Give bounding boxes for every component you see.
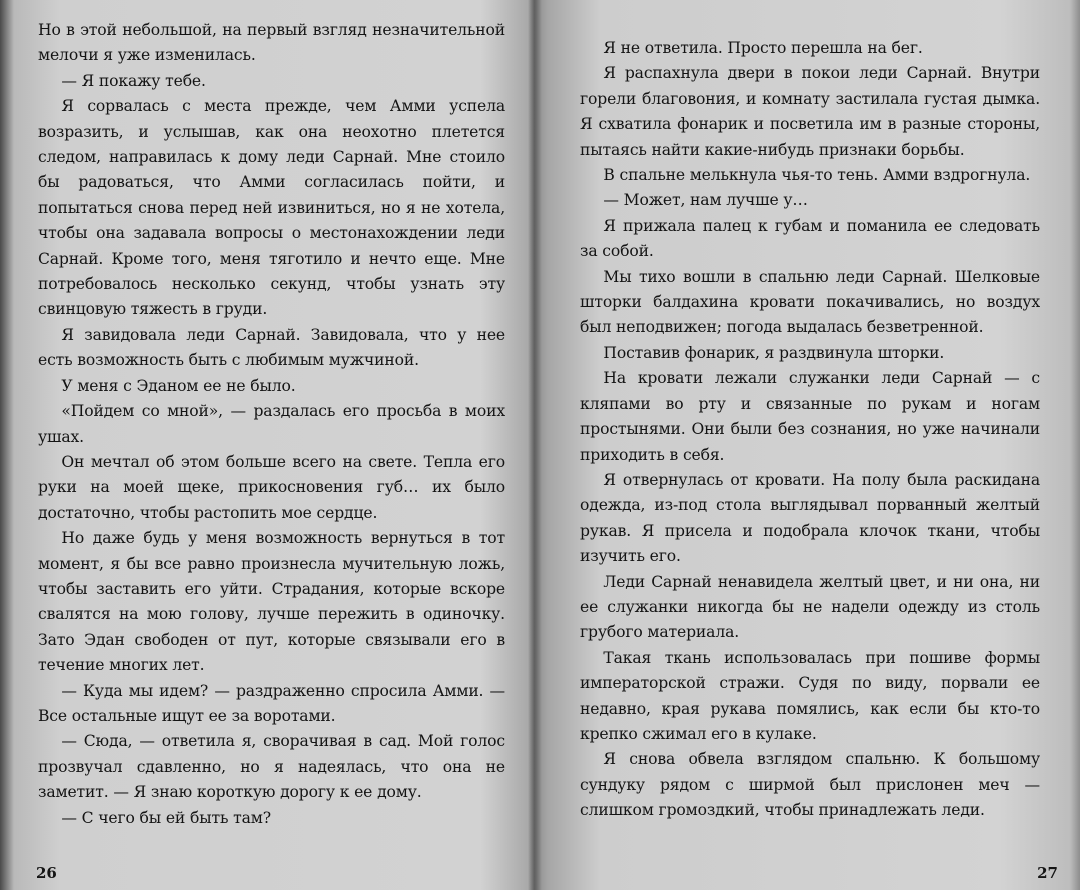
paragraph: На кровати лежали служанки леди Сарнай — с кляпами во рту и связанные по рукам и ногам простынями. Они были без сознания, но уже начинали приходить в себя. [580,369,1040,464]
paragraph: Я сорвалась с места прежде, чем Амми успела возразить, и услышав, как она неохотно плетется следом, направилась к дому леди Сарнай. Мне стоило бы радоваться, что Амми согласилась пойти, и попытаться снова перед ней извиниться, но я не хотела, чтобы она задавала вопросы о местонахождении леди Сарнай. Кроме того, меня тяготило и нечто еще. Мне потребовалось несколько секунд, чтобы узнать эту свинцовую тяжесть в груди. [38,97,505,319]
paragraph: Я завидовала леди Сарнай. Завидовала, что у нее есть возможность быть с любимым мужчиной. [38,325,505,370]
paragraph: Леди Сарнай ненавидела желтый цвет, и ни она, ни ее служанки никогда бы не надели одежду из столь грубого материала. [580,572,1040,642]
paragraph: Мы тихо вошли в спальню леди Сарнай. Шелковые шторки балдахина кровати покачивались, но воздух был неподвижен; погода выдалась безветренной. [580,267,1040,337]
paragraph: Я распахнула двери в покои леди Сарнай. Внутри горели благовония, и комнату застилала густая дымка. Я схватила фонарик и посветила им в разные стороны, пытаясь найти какие-нибудь признаки борьбы. [580,64,1040,159]
paragraph: В спальне мелькнула чья-то тень. Амми вздрогнула. [603,166,1031,185]
paragraph: — С чего бы ей быть там? [61,808,271,827]
paragraph: Поставив фонарик, я раздвинула шторки. [603,343,945,362]
paragraph: Я не ответила. Просто перешла на бег. [603,39,923,57]
paragraph: Но в этой небольшой, на первый взгляд незначительной мелочи я уже изменилась. [38,21,505,65]
paragraph: — Куда мы идем? — раздраженно спросила Амми. — Все остальные ищут ее за воротами. [38,681,505,725]
paragraph: Но даже будь у меня возможность вернуться в тот момент, я бы все равно произнесла мучительную ложь, чтобы заставить его уйти. Страдания, которые вскоре свалятся на мою голову, лучше пережить в одиночку. Зато Эдан свободен от пут, которые связывали его в течение многих лет. [38,529,505,675]
left-page [0,0,535,890]
page-number: 27 [1037,864,1058,882]
paragraph: Я отвернулась от кровати. На полу была раскидана одежда, из-под стола выглядывал порванный желтый рукав. Я присела и подобрала клочок ткани, чтобы изучить его. [580,470,1040,566]
page-number: 26 [36,864,57,882]
paragraph: — Может, нам лучше у… [603,191,808,210]
paragraph: У меня с Эданом ее не было. [61,376,296,395]
paragraph: Я прижала палец к губам и поманила ее следовать за собой. [580,216,1040,261]
paragraph: — Сюда, — ответила я, сворачивая в сад. Мой голос прозвучал сдавленно, но я надеялась, что она не заметит. — Я знаю короткую дорогу к ее дому. [38,732,505,802]
paragraph: Он мечтал об этом больше всего на свете. Тепла его руки на моей щеке, прикосновения губ… их было достаточно, чтобы растопить мое сердце. [38,452,505,522]
paragraph: — Я покажу тебе. [61,71,206,90]
right-page [540,0,1080,890]
paragraph: «Пойдем со мной», — раздалась его просьба в моих ушах. [38,402,505,446]
paragraph: Такая ткань использовалась при пошиве формы императорской стражи. Судя по виду, порвали ее недавно, края рукава помялись, как если бы кто-то крепко сжимал его в кулаке. [580,648,1040,743]
paragraph: Я снова обвела взглядом спальню. К большому сундуку рядом с ширмой был прислонен меч — слишком громоздкий, чтобы принадлежать леди. [580,750,1040,820]
